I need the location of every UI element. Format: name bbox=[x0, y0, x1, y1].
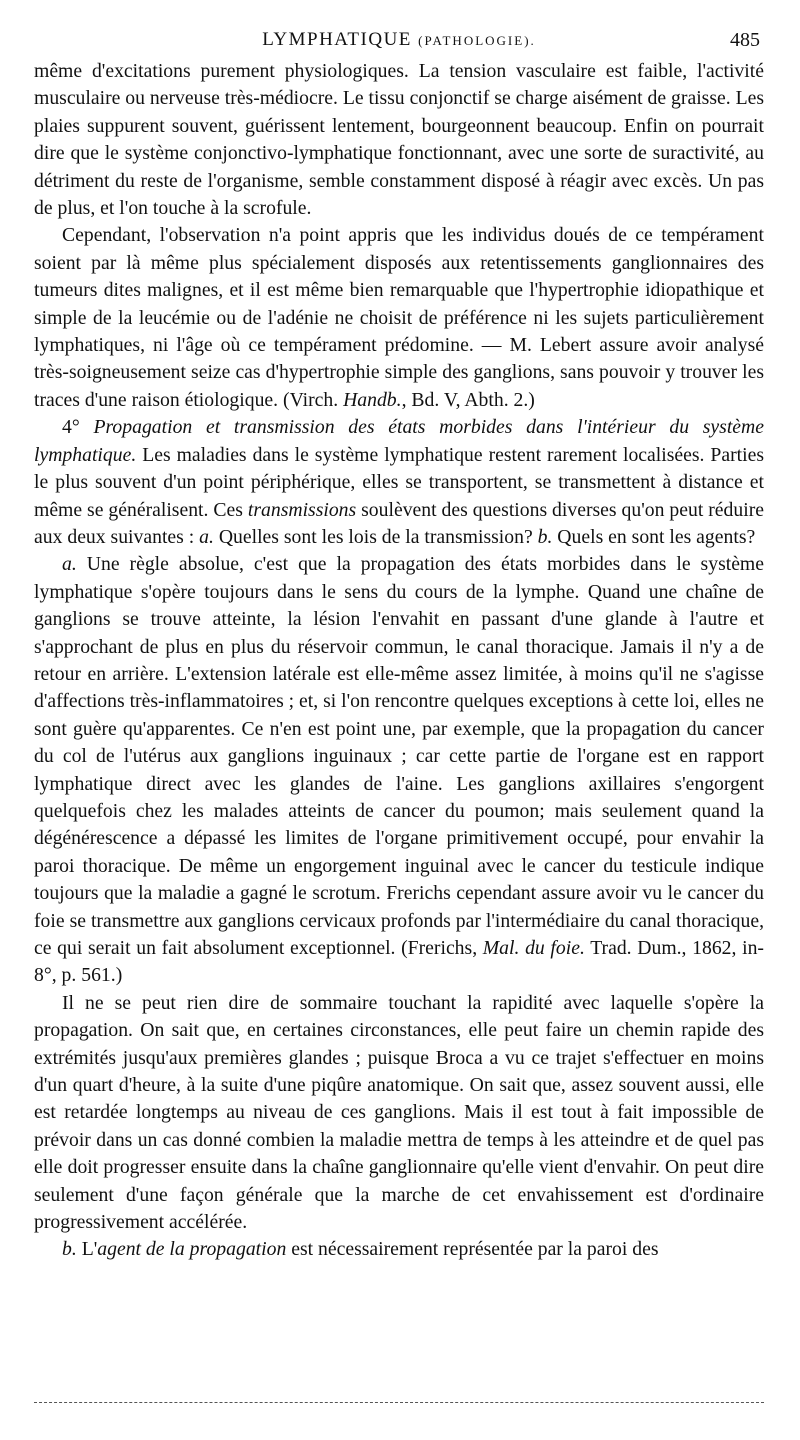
footer-rule bbox=[34, 1402, 764, 1403]
italic-text: a. bbox=[199, 525, 214, 548]
text-run: Les maladies dans le système lymphatique restent rarement localisées. Parties le plus souvent d'un point périphérique, elles se transportent, se transmettent à distance et même se généralisent. Ces bbox=[34, 443, 764, 521]
text-run: est nécessairement représentée par la paroi des bbox=[286, 1238, 659, 1261]
text-run: Quelles sont les lois de la transmission? bbox=[213, 525, 538, 548]
italic-text: Handb. bbox=[343, 388, 402, 411]
text-run: Quels en sont les agents? bbox=[552, 525, 756, 548]
running-head-section: (PATHOLOGIE). bbox=[418, 33, 536, 48]
text-run: Il ne se peut rien dire de sommaire touchant la rapidité avec laquelle s'opère la propagation. On sait que, en certaines circonstances, elle peut faire un chemin rapide des extrémités jusqu'aux premières glandes ; puisque Broca a vu ce trajet s'effectuer en moins d'un quart d'heure, à la suite d'une piqûre anatomique. On sait que, assez souvent aussi, elle est retardée longtemps au niveau de ces ganglions. Mais il est tout à fait impossible de prévoir dans un cas donné combien la maladie mettra de temps à les atteindre et de quel pas elle doit progresser ensuite dans la chaîne ganglionnaire qu'elle vient d'envahir. On peut dire seulement d'une façon générale que la marche de cet envahissement est d'ordinaire progressivement accélérée. bbox=[34, 991, 764, 1234]
italic-text: b. bbox=[537, 525, 553, 548]
italic-text: b. bbox=[62, 1238, 77, 1261]
text-run: même d'excitations purement physiologiques. La tension vasculaire est faible, l'activité musculaire ou nerveuse très-médiocre. Le tissu conjonctif se charge aisément de graisse. Les plaies suppurent souvent, guérissent lentement, bourgeonnent beaucoup. Enfin on pourrait dire que le système conjonctivo-lymphatique fonctionnant, avec une sorte de suractivité, au détriment du reste de l'organisme, semble constamment disposé à réagir avec excès. Un pas de plus, et l'on touche à la scrofule. bbox=[34, 60, 764, 220]
text-run: Cependant, l'observation n'a point appris que les individus doués de ce tempérament soient par là même plus spécialement disposés aux retentissements ganglionnaires des tumeurs dites malignes, et il est même bien remarquable que l'hypertrophie idiopathique et simple de la leucémie ou de l'adénie ne choisit de préférence ni les sujets particulièrement lymphatiques, ni l'âge où ce tempérament prédomine. — M. Lebert assure avoir analysé très-soigneusement seize cas d'hypertrophie simple des ganglions, sans pouvoir y trouver les traces d'une raison étiologique. (Virch. bbox=[34, 224, 764, 411]
running-head-title: LYMPHATIQUE bbox=[262, 29, 412, 50]
italic-text: Mal. du foie. bbox=[482, 937, 585, 959]
body-text bbox=[34, 58, 764, 1264]
paragraph bbox=[34, 58, 764, 222]
paragraph bbox=[34, 222, 764, 414]
text-run: , Bd. V, Abth. 2.) bbox=[401, 388, 535, 411]
page-number: 485 bbox=[730, 29, 760, 51]
text-run: Trad. Dum., 1862, in-8°, p. 561.) bbox=[34, 937, 764, 987]
paragraph bbox=[34, 1236, 764, 1263]
italic-text: agent de la propagation bbox=[97, 1238, 287, 1261]
paragraph bbox=[34, 990, 764, 1237]
italic-text: transmissions bbox=[247, 498, 357, 521]
text-run: Une règle absolue, c'est que la propagation des états morbides dans le système lymphatique s'opère toujours dans le sens du cours de la lymphe. Quand une chaîne de ganglions se trouve atteinte, la lésion l'envahit en passant d'une glande à l'autre et s'approchant de plus en plus du réservoir commun, le canal thoracique. Jamais il n'y a de retour en arrière. L'extension latérale est elle-même assez limitée, à moins qu'il ne s'agisse d'affections très-inflammatoires ; et, si l'on rencontre quelques exceptions à cette loi, elles ne sont guère qu'apparentes. Ce n'en est point une, par exemple, que la propagation du cancer du col de l'utérus aux ganglions inguinaux ; car cette partie de l'organe est en rapport lymphatique direct avec les glandes de l'aine. Les ganglions axillaires s'engorgent quelquefois chez les malades atteints de cancer du poumon; mais seulement quand la dégénérescence a dépassé les limites de l'organe primitivement occupé, pour envahir la paroi thoracique. De même un engorgement inguinal avec le cancer du testicule indique toujours que la maladie a gagné le scrotum. Frerichs cependant assure avoir vu le cancer du foie se transmettre aux ganglions cervicaux profonds par l'intermédiaire du canal thoracique, ce qui serait un fait absolument exceptionnel. (Frerichs, bbox=[34, 553, 764, 959]
paragraph bbox=[34, 414, 764, 551]
italic-text: a. bbox=[62, 553, 77, 576]
paragraph bbox=[34, 551, 764, 990]
italic-text: Propagation et transmission des états morbides dans l'intérieur du système lymphatique. bbox=[34, 416, 764, 466]
text-run: 4° bbox=[62, 416, 94, 439]
running-head bbox=[34, 22, 764, 58]
text-run: soulèvent des questions diverses qu'on peut réduire aux deux suivantes : bbox=[34, 498, 764, 548]
text-run: L' bbox=[76, 1238, 98, 1261]
